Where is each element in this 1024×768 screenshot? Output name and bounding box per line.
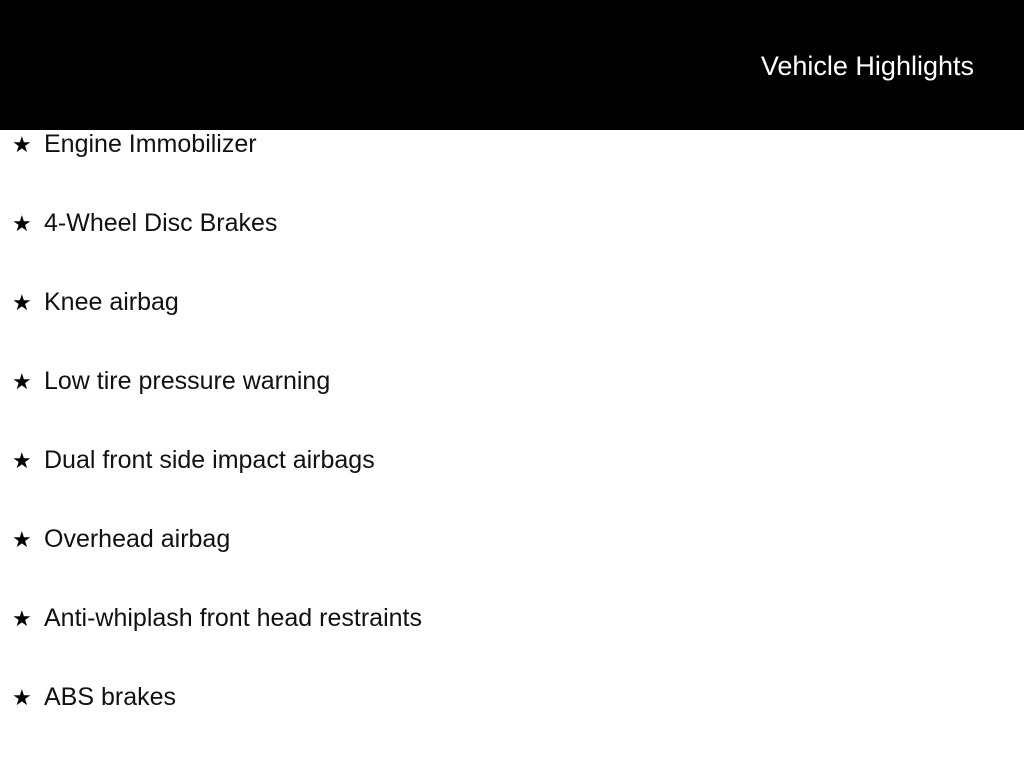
star-icon: ★: [12, 290, 32, 315]
header-bar: [0, 0, 1024, 130]
page-title: Vehicle Highlights: [760, 51, 974, 81]
star-icon: ★: [12, 211, 32, 236]
list-item: [0, 130, 1024, 209]
list-item-label: Anti-whiplash front head restraints: [44, 604, 422, 632]
list-item: [0, 683, 1024, 762]
star-icon: ★: [12, 527, 32, 552]
star-icon: ★: [12, 685, 32, 710]
vehicle-highlights-list: [0, 130, 1024, 762]
list-item: [0, 367, 1024, 446]
list-item-label: ABS brakes: [44, 683, 177, 711]
star-icon: ★: [12, 606, 32, 631]
list-item: [0, 288, 1024, 367]
star-icon: ★: [12, 369, 32, 394]
star-icon: ★: [12, 132, 32, 157]
list-item: [0, 209, 1024, 288]
list-item-label: Dual front side impact airbags: [44, 446, 375, 474]
list-item: [0, 446, 1024, 525]
list-item-label: Engine Immobilizer: [44, 130, 257, 158]
list-item: [0, 604, 1024, 683]
list-item-label: Knee airbag: [44, 288, 179, 316]
star-icon: ★: [12, 448, 32, 473]
list-item-label: Low tire pressure warning: [44, 367, 331, 395]
list-item-label: 4-Wheel Disc Brakes: [44, 209, 278, 237]
list-item: [0, 525, 1024, 604]
list-item-label: Overhead airbag: [44, 525, 231, 553]
